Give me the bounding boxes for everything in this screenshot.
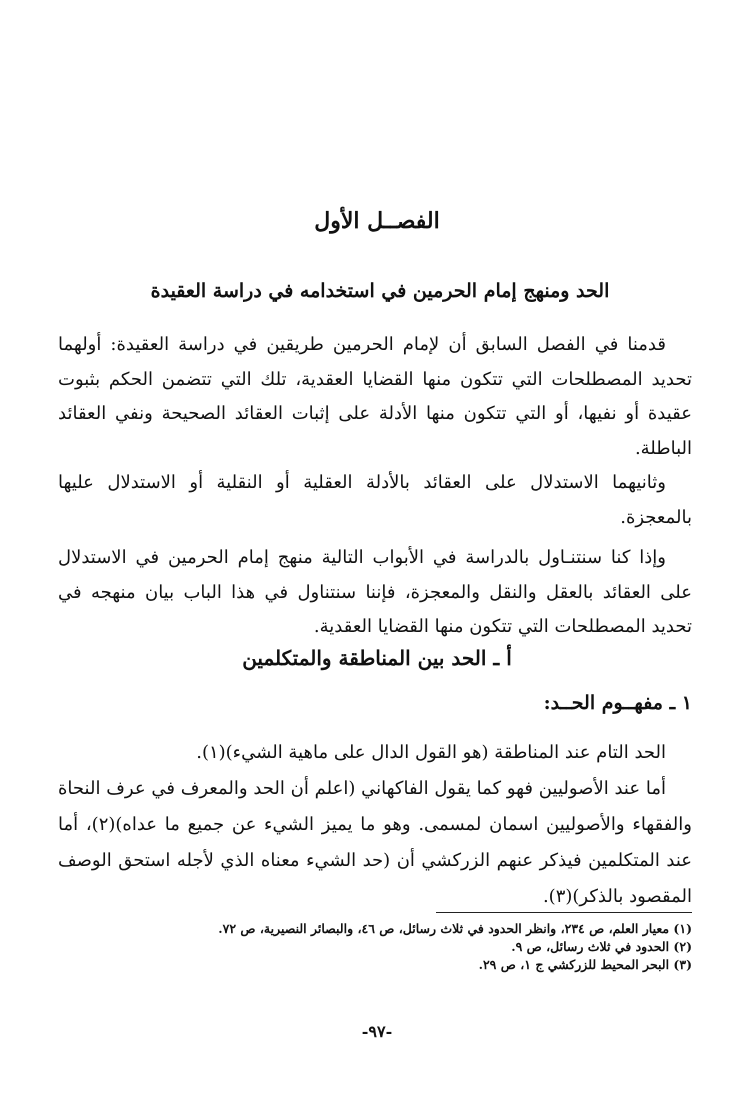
page-number: -٩٧- (361, 1022, 393, 1041)
footnote: (٢) الحدود في ثلاث رسائل، ص ٩. (511, 939, 692, 954)
footnotes (58, 920, 692, 974)
subsection-heading: ١ ـ مفهــوم الحــد: (543, 692, 692, 714)
footnote: (٣) البحر المحيط للزركشي ج ١، ص ٢٩. (478, 957, 692, 972)
footnote-divider (436, 912, 692, 913)
footnote: (١) معيار العلم، ص ٢٣٤، وانظر الحدود في ثلاث رسائل، ص ٤٦، والبصائر النصيرية، ص ٧٢. (218, 921, 692, 936)
chapter-heading: الفصــل الأول (314, 208, 440, 234)
paragraph: الحد التام عند المناطقة (هو القول الدال على ماهية الشيء)(١). (196, 742, 666, 763)
paragraph: قدمنا في الفصل السابق أن لإمام الحرمين طريقين في دراسة العقيدة: أولهما تحديد المصطلحات التي تتكون منها القضايا العقدية، تلك التي تتضمن الحكم بثبوت عقيدة أو نفيها، أو التي تتكون منها الأدلة على إثبات العقائد الصحيحة ونفي العقائد الباطلة. (58, 334, 692, 459)
section-heading: أ ـ الحد بين المناطقة والمتكلمين (242, 646, 512, 670)
intro-text (58, 328, 692, 645)
chapter-title: الحد ومنهج إمام الحرمين في استخدامه في دراسة العقيدة (150, 280, 610, 302)
definition-text (58, 735, 692, 915)
paragraph: أما عند الأصوليين فهو كما يقول الفاكهاني (اعلم أن الحد والمعرف في عرف النحاة والفقهاء والأصوليين اسمان لمسمى. وهو ما يميز الشيء عن جميع ما عداه)(٢)، أما عند المتكلمين فيذكر عنهم الزركشي أن (حد الشيء معناه الذي لأجله استحق الوصف المقصود بالذكر)(٣). (58, 778, 692, 907)
paragraph: وثانيهما الاستدلال على العقائد بالأدلة العقلية أو النقلية أو الاستدلال عليها بالمعجزة. (58, 472, 692, 528)
paragraph: وإذا كنا سنتنـاول بالدراسة في الأبواب التالية منهج إمام الحرمين في الاستدلال على العقائد بالعقل والنقل والمعجزة، فإننا سنتناول في هذا الباب بيان منهجه في تحديد المصطلحات التي تتكون منها القضايا العقدية. (58, 547, 692, 637)
